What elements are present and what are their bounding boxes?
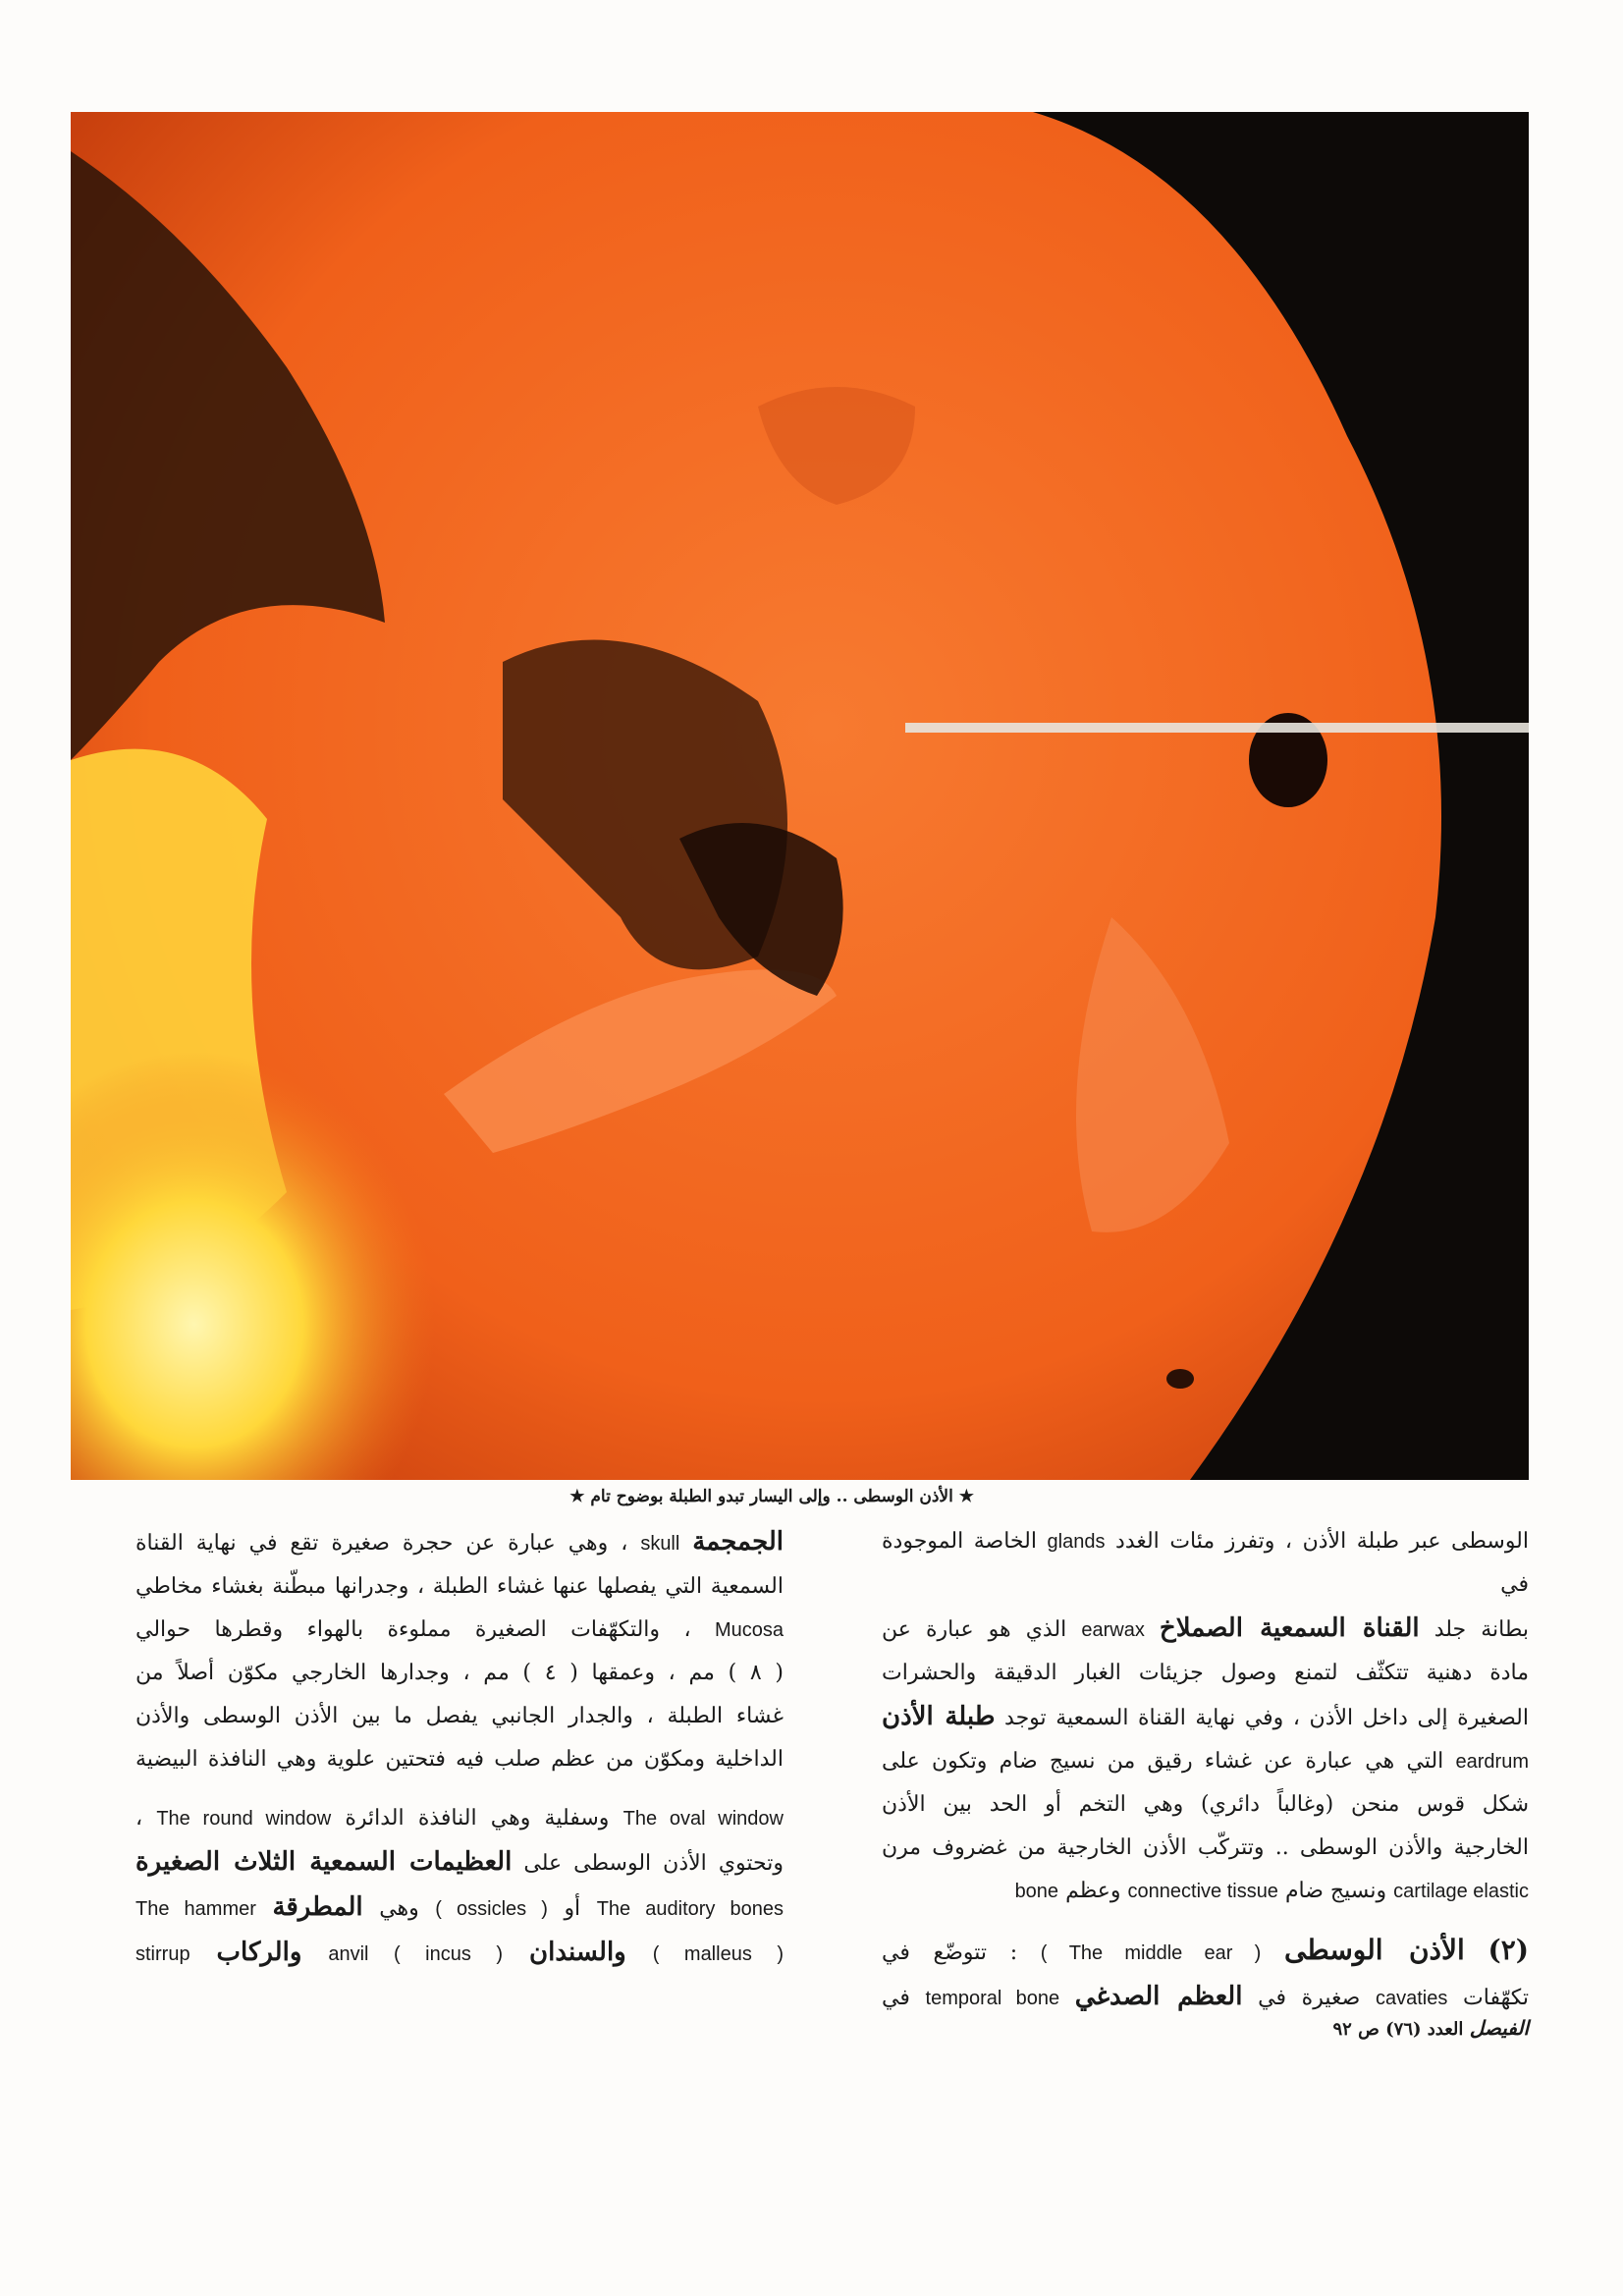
paragraph-line: الخارجية والأذن الوسطى .. وتتركّب الأذن الخارجية من غضروف مرن xyxy=(882,1835,1529,1860)
term-skull: الجمجمة xyxy=(692,1527,784,1557)
paragraph-line: وتحتوي الأذن الوسطى على العظيمات السمعية الثلاث الصغيرة xyxy=(135,1847,784,1877)
term-temporal-bone: العظم الصدغي xyxy=(1074,1982,1243,2011)
paragraph-line: The oval window وسفلية وهي النافذة الدائرة The round window ، xyxy=(135,1806,784,1831)
paragraph-line: تكهّفات cavaties صغيرة في العظم الصدغي temporal bone في xyxy=(882,1982,1529,2011)
term-anvil: والسندان xyxy=(529,1938,626,1967)
ear-anatomy-photo xyxy=(71,112,1529,1480)
term-ossicles: العظيمات السمعية الثلاث الصغيرة xyxy=(135,1847,513,1877)
term-stirrup: والركاب xyxy=(216,1938,302,1967)
issue-page-number: العدد (٧٦) ص ٩٢ xyxy=(1332,2019,1464,2040)
magazine-logo: الفيصل xyxy=(1469,2016,1529,2040)
paragraph-line: eardrum التي هي عبارة عن غشاء رقيق من نسيج ضام وتكون على xyxy=(882,1749,1529,1774)
term-ear-canal: القناة السمعية الصملاخ xyxy=(1159,1613,1420,1643)
paragraph-line: شكل قوس منحن (وغالباً دائري) وهي التخم أو الحد بين الأذن xyxy=(882,1792,1529,1817)
paragraph-line: الوسطى عبر طبلة الأذن ، وتفرز مئات الغدد glands الخاصة الموجودة في xyxy=(882,1529,1529,1597)
paragraph-line: غشاء الطبلة ، والجدار الجانبي يفصل ما بين الأذن الوسطى والأذن xyxy=(135,1704,784,1728)
photo-caption: ★ الأذن الوسطى .. وإلى اليسار تبدو الطبلة بوضوح تام ★ xyxy=(569,1487,974,1506)
term-middle-ear: الأذن الوسطى xyxy=(1284,1934,1465,1966)
paragraph-line: The auditory bones أو ( ossicles ) وهي المطرقة The hammer xyxy=(135,1892,784,1922)
page-footer xyxy=(1129,2013,1529,2045)
paragraph-line: cartilage elastic ونسيج ضام connective tissue وعظم bone xyxy=(1014,1879,1529,1903)
paragraph-line: ( ٨ ) مم ، وعمقها ( ٤ ) مم ، وجدارها الخارجي مكوّن أصلاً من xyxy=(135,1661,784,1685)
paragraph-line: مادة دهنية تتكثّف لتمنع وصول جزيئات الغبار الدقيقة والحشرات xyxy=(882,1661,1529,1685)
paragraph-line: الجمجمة skull ، وهي عبارة عن حجرة صغيرة تقع في نهاية القناة xyxy=(135,1527,784,1557)
section-heading: (٢) الأذن الوسطى ( The middle ear ) : تتوضّع في xyxy=(882,1934,1529,1966)
paragraph-line: الصغيرة إلى داخل الأذن ، وفي نهاية القناة السمعية توجد طبلة الأذن xyxy=(882,1702,1529,1731)
paragraph-line: Mucosa ، والتكهّفات الصغيرة مملوءة بالهواء وقطرها حوالي xyxy=(135,1617,784,1642)
paragraph-line: الداخلية ومكوّن من عظم صلب فيه فتحتين علوية وهي النافذة البيضية xyxy=(135,1747,784,1772)
article-column-right xyxy=(882,1520,1529,2020)
paragraph-line: بطانة جلد القناة السمعية الصملاخ earwax الذي هو عبارة عن xyxy=(882,1613,1529,1643)
paragraph-line: ( malleus ) والسندان anvil ( incus ) والركاب stirrup xyxy=(135,1938,784,1967)
article-column-left xyxy=(135,1520,784,1976)
term-eardrum: طبلة الأذن xyxy=(882,1702,996,1731)
term-hammer: المطرقة xyxy=(272,1892,363,1922)
ear-photo-illustration xyxy=(71,112,1529,1480)
paragraph-line: السمعية التي يفصلها عنها غشاء الطبلة ، وجدرانها مبطّنة بغشاء مخاطي xyxy=(135,1574,784,1599)
